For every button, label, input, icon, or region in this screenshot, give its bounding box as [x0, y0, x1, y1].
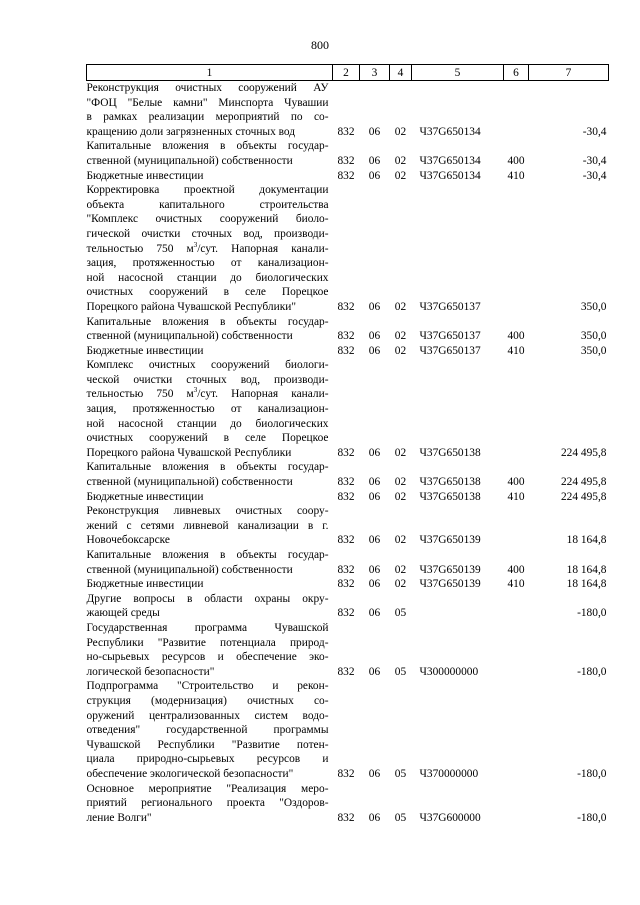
cell-amount: 18 164,8 [566, 578, 607, 591]
cell-ministry: 832 [337, 125, 355, 138]
table-row [87, 183, 609, 314]
cell-ministry: 832 [337, 446, 355, 459]
description-line: приятий регионального проекта "Оздоров- [86, 797, 329, 810]
description-line: Капитальные вложения в объекты государ- [86, 315, 329, 328]
cell-expense-type: 400 [507, 154, 525, 167]
cell-description [87, 548, 333, 577]
table-row [87, 169, 609, 184]
cell-subsection: 02 [394, 169, 407, 182]
cell-expense-type [504, 358, 529, 460]
cell-expense-type [504, 592, 529, 621]
table-row [87, 679, 609, 781]
cell-target-article: Ч300000000 [419, 665, 479, 678]
cell-expense-type: 400 [507, 330, 525, 343]
cell-expense-type: 400 [507, 476, 525, 489]
cell-subsection: 02 [394, 490, 407, 503]
table-row [87, 592, 609, 621]
description-line: объекта капитального строительства [86, 198, 329, 211]
cell-target-article: Ч37G650134 [419, 154, 481, 167]
cell-amount: 350,0 [580, 344, 607, 357]
cell-description [87, 782, 333, 826]
cell-section: 06 [368, 446, 381, 459]
cell-section: 06 [368, 169, 381, 182]
description-line: Комплекс очистных сооружений биологи- [86, 359, 329, 372]
cell-section: 06 [368, 578, 381, 591]
description-line: ной насосной станции до биологических [86, 271, 329, 284]
description-line: очистных сооружений в селе Порецкое [86, 432, 329, 445]
description-line: ческой очистки сточных вод, производи- [86, 373, 329, 386]
cell-expense-type: 410 [507, 490, 525, 503]
description-line: ственной (муниципальной) собственности [86, 154, 293, 167]
description-line: Капитальные вложения в объекты государ- [86, 140, 329, 153]
cell-ministry: 832 [337, 330, 355, 343]
cell-subsection: 02 [394, 344, 407, 357]
description-line: Республики "Развитие потенциала природ- [86, 636, 329, 649]
cell-amount: 18 164,8 [566, 563, 607, 576]
table-row [87, 81, 609, 140]
description-line: но-сырьевых ресурсов и обеспечение эко- [86, 651, 329, 664]
cell-amount: -180,0 [577, 811, 607, 824]
table-row [87, 577, 609, 592]
cell-target-article: Ч37G650137 [419, 344, 481, 357]
header-col-6: 6 [504, 65, 529, 81]
cell-ministry: 832 [337, 490, 355, 503]
cell-subsection: 05 [394, 607, 407, 620]
cell-description [87, 315, 333, 344]
cell-target-article: Ч37G650137 [419, 330, 481, 343]
cell-subsection: 02 [394, 446, 407, 459]
cell-target-article: Ч37G650134 [419, 125, 481, 138]
description-line: зация, протяженностью от канализацион- [86, 403, 329, 416]
description-line: Основное мероприятие "Реализация меро- [86, 782, 329, 795]
cell-section: 06 [368, 490, 381, 503]
header-col-7: 7 [529, 65, 609, 81]
cell-expense-type [504, 621, 529, 679]
description-line: гической очистки сточных вод, производи- [86, 227, 329, 240]
cell-amount: -180,0 [577, 767, 607, 780]
cell-description [87, 460, 333, 489]
description-line: "Комплекс очистных сооружений биоло- [86, 213, 329, 226]
description-line: тельностью 750 $м^3$/сут. Напорная канали- [86, 386, 329, 401]
cell-section: 06 [368, 607, 381, 620]
cell-target-article: Ч37G650137 [419, 300, 481, 313]
description-line: жающей среды [86, 607, 160, 620]
cell-description [87, 169, 333, 184]
description-line: Корректировка проектной документации [86, 184, 329, 197]
description-line: циала природно-сырьевых ресурсов и [86, 753, 329, 766]
cell-amount: -180,0 [577, 665, 607, 678]
description-line: в рамках реализации мероприятий по со- [86, 111, 329, 124]
cell-amount: -30,4 [582, 154, 607, 167]
description-line: Реконструкция ливневых очистных соору- [86, 505, 329, 518]
description-line: Бюджетные инвестиции [86, 169, 204, 182]
cell-description [87, 504, 333, 548]
cell-subsection: 02 [394, 563, 407, 576]
cell-expense-type: 400 [507, 563, 525, 576]
description-line: Порецкого района Чувашской Республики" [86, 300, 296, 313]
budget-table [86, 64, 609, 825]
cell-ministry: 832 [337, 767, 355, 780]
description-line: Подпрограмма "Строительство и рекон- [86, 680, 329, 693]
header-col-3: 3 [360, 65, 390, 81]
cell-description [87, 139, 333, 168]
cell-section: 06 [368, 534, 381, 547]
cell-target-article: Ч37G650134 [419, 169, 481, 182]
cell-target-article: Ч37G650139 [419, 563, 481, 576]
cell-ministry: 832 [337, 578, 355, 591]
description-line: Бюджетные инвестиции [86, 578, 204, 591]
description-line: логической безопасности" [86, 665, 215, 678]
table-row [87, 504, 609, 548]
cell-amount: 350,0 [580, 330, 607, 343]
description-line: Бюджетные инвестиции [86, 490, 204, 503]
cell-amount: 224 495,8 [560, 446, 607, 459]
cell-ministry: 832 [337, 154, 355, 167]
cell-amount: 224 495,8 [560, 490, 607, 503]
description-line: оружений централизованных систем водо- [86, 709, 329, 722]
description-line: зация, протяженностью от канализацион- [86, 257, 329, 270]
description-line: кращению доли загрязненных сточных вод [86, 125, 296, 138]
cell-amount: 18 164,8 [566, 534, 607, 547]
cell-subsection: 05 [394, 665, 407, 678]
description-line: ственной (муниципальной) собственности [86, 330, 293, 343]
description-line: струкция (модернизация) очистных со- [86, 694, 329, 707]
cell-section: 06 [368, 811, 381, 824]
cell-ministry: 832 [337, 476, 355, 489]
cell-ministry: 832 [337, 811, 355, 824]
cell-ministry: 832 [337, 169, 355, 182]
header-col-5: 5 [412, 65, 504, 81]
cell-subsection: 02 [394, 578, 407, 591]
cell-section: 06 [368, 476, 381, 489]
cell-section: 06 [368, 154, 381, 167]
description-line: Новочебоксарске [86, 534, 170, 547]
cell-description [87, 679, 333, 781]
cell-target-article: Ч37G650138 [419, 446, 481, 459]
header-col-4: 4 [390, 65, 412, 81]
cell-ministry: 832 [337, 344, 355, 357]
description-line: отведения" государственной программы [86, 724, 329, 737]
description-line: Капитальные вложения в объекты государ- [86, 549, 329, 561]
cell-description [87, 621, 333, 679]
description-line: очистных сооружений в селе Порецкое [86, 286, 329, 299]
header-col-1: 1 [87, 65, 333, 81]
cell-subsection: 02 [394, 534, 407, 547]
cell-expense-type: 410 [507, 169, 525, 182]
table-row [87, 490, 609, 505]
cell-section: 06 [368, 125, 381, 138]
description-line: Реконструкция очистных сооружений АУ [86, 82, 329, 94]
cell-subsection: 02 [394, 300, 407, 313]
cell-description [87, 577, 333, 592]
table-row [87, 460, 609, 489]
cell-section: 06 [368, 767, 381, 780]
cell-expense-type [504, 183, 529, 314]
description-line: "ФОЦ "Белые камни" Минспорта Чувашии [86, 96, 329, 109]
cell-description [87, 344, 333, 359]
cell-expense-type [504, 504, 529, 548]
cell-section: 06 [368, 344, 381, 357]
cell-section: 06 [368, 563, 381, 576]
cell-description [87, 592, 333, 621]
header-col-2: 2 [333, 65, 360, 81]
cell-amount: -180,0 [577, 607, 607, 620]
cell-target-article: Ч37G600000 [419, 811, 481, 824]
table-row [87, 139, 609, 168]
description-line: Порецкого района Чувашской Республики [86, 446, 292, 459]
description-line: Бюджетные инвестиции [86, 344, 204, 357]
cell-subsection: 05 [394, 767, 407, 780]
cell-expense-type [504, 679, 529, 781]
cell-description [87, 81, 333, 140]
cell-description [87, 183, 333, 314]
cell-target-article [412, 592, 504, 621]
description-line: жений с сетями ливневой канализации в г. [86, 519, 329, 532]
cell-description [87, 358, 333, 460]
page-number: 800 [311, 38, 329, 52]
cell-target-article: Ч37G650139 [419, 578, 481, 591]
description-line: ственной (муниципальной) собственности [86, 563, 293, 576]
cell-expense-type: 410 [507, 578, 525, 591]
description-line: Капитальные вложения в объекты государ- [86, 461, 329, 474]
header-row [87, 65, 609, 81]
cell-ministry: 832 [337, 534, 355, 547]
cell-target-article: Ч37G650138 [419, 490, 481, 503]
cell-subsection: 05 [394, 811, 407, 824]
cell-ministry: 832 [337, 607, 355, 620]
table-row [87, 358, 609, 460]
cell-amount: -30,4 [582, 125, 607, 138]
cell-target-article: Ч37G650138 [419, 476, 481, 489]
description-line: Другие вопросы в области охраны окру- [86, 592, 329, 605]
cell-expense-type [504, 81, 529, 140]
description-line: ной насосной станции до биологических [86, 417, 329, 430]
table-body [87, 81, 609, 826]
cell-amount: 224 495,8 [560, 476, 607, 489]
description-line: Государственная программа Чувашской [86, 621, 329, 634]
table-row [87, 344, 609, 359]
cell-ministry: 832 [337, 300, 355, 313]
cell-target-article: Ч370000000 [419, 767, 479, 780]
description-line: Чувашской Республики "Развитие потен- [86, 738, 329, 751]
description-line: ственной (муниципальной) собственности [86, 476, 293, 489]
table-row [87, 548, 609, 577]
cell-subsection: 02 [394, 125, 407, 138]
cell-subsection: 02 [394, 154, 407, 167]
cell-section: 06 [368, 665, 381, 678]
cell-section: 06 [368, 330, 381, 343]
cell-section: 06 [368, 300, 381, 313]
description-line: обеспечение экологической безопасности" [86, 767, 294, 780]
cell-amount: 350,0 [580, 300, 607, 313]
description-line: тельностью 750 $м^3$/сут. Напорная канали- [86, 240, 329, 255]
table-row [87, 621, 609, 679]
cell-expense-type: 410 [507, 344, 525, 357]
cell-expense-type [504, 782, 529, 826]
cell-ministry: 832 [337, 563, 355, 576]
cell-subsection: 02 [394, 476, 407, 489]
table-row [87, 315, 609, 344]
description-line: ление Волги" [86, 811, 152, 824]
cell-description [87, 490, 333, 505]
cell-subsection: 02 [394, 330, 407, 343]
table-row [87, 782, 609, 826]
cell-amount: -30,4 [582, 169, 607, 182]
cell-ministry: 832 [337, 665, 355, 678]
cell-target-article: Ч37G650139 [419, 534, 481, 547]
